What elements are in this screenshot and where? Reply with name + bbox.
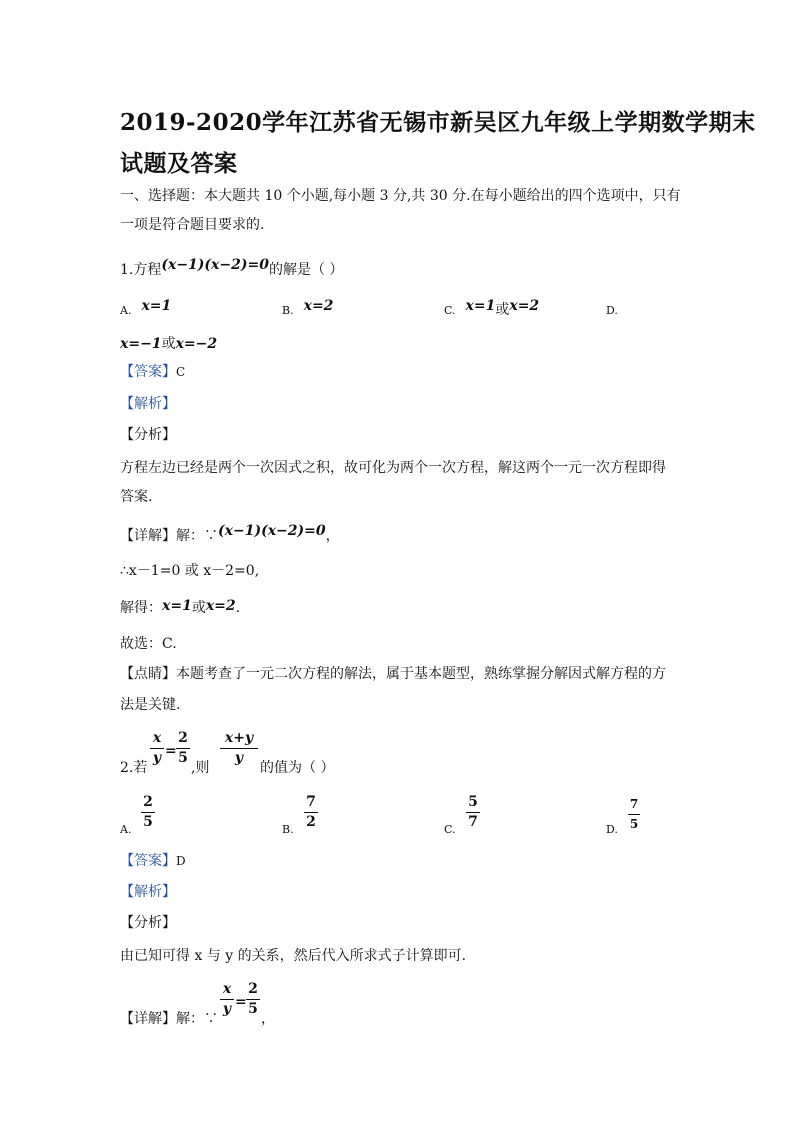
fraction-bar bbox=[176, 748, 190, 749]
q1-suffix: 的解是（ ） bbox=[268, 262, 344, 278]
q2-fenxi-tag: 【分析】 bbox=[120, 915, 176, 931]
q2-cond-eq: = bbox=[165, 743, 177, 759]
q1-dianjing bbox=[120, 664, 666, 684]
q1-prefix: 1.方程 bbox=[120, 262, 162, 278]
q2-option-a-label: A. bbox=[120, 823, 132, 836]
q2-cond-rnum: 2 bbox=[178, 730, 188, 746]
q2-detail-rden: 5 bbox=[248, 1001, 258, 1017]
q2-cond-num: x bbox=[152, 730, 162, 746]
q2-mid: ,则 bbox=[191, 760, 210, 776]
q2-analysis-tag: 【解析】 bbox=[120, 884, 176, 900]
q1-detail-tag: 【详解】 bbox=[120, 528, 176, 544]
q2-expr-frac bbox=[220, 730, 258, 767]
q2-answer-tag: 【答案】 bbox=[120, 853, 176, 869]
q1-fenxi-tag: 【分析】 bbox=[120, 427, 176, 443]
q1-option-d-label: D. bbox=[606, 304, 618, 317]
fraction-bar bbox=[220, 999, 234, 1000]
q2-option-a-num: 2 bbox=[143, 794, 153, 810]
q2-answer bbox=[120, 851, 186, 871]
doc-title-line1: 2019-2020学年江苏省无锡市新吴区九年级上学期数学期末 bbox=[120, 109, 756, 136]
q2-detail-tag: 【详解】 bbox=[120, 1011, 176, 1027]
fraction-bar bbox=[246, 999, 260, 1000]
q2-option-c-den: 7 bbox=[468, 814, 478, 830]
q1-option-c bbox=[444, 300, 539, 321]
q2-fenxi-line1: 由已知可得 x 与 y 的关系，然后代入所求式子计算即可. bbox=[120, 948, 467, 964]
q2-option-c-frac bbox=[466, 794, 480, 831]
q2-detail-den: y bbox=[222, 1001, 232, 1017]
q2-detail-comma: ， bbox=[261, 1011, 275, 1027]
q2-detail-frac-left bbox=[220, 981, 234, 1018]
q1-step3-value2: x=2 bbox=[205, 598, 236, 614]
q2-option-d-label: D. bbox=[606, 823, 618, 836]
q1-dianjing-tag: 【点睛】 bbox=[120, 666, 176, 682]
fraction-bar bbox=[141, 812, 155, 813]
q2-expr-num: x+y bbox=[224, 730, 254, 746]
q1-option-a-value: x=1 bbox=[141, 298, 172, 314]
q1-detail-equation: (x−1)(x−2)=0 bbox=[218, 523, 326, 539]
q2-detail-frac-right bbox=[246, 981, 260, 1018]
q1-answer-value: C bbox=[176, 365, 186, 379]
q1-answer-tag: 【答案】 bbox=[120, 364, 176, 380]
q2-option-b-num: 7 bbox=[306, 794, 316, 810]
q1-detail bbox=[120, 523, 340, 546]
q2-detail-num: x bbox=[222, 981, 232, 997]
q2-option-b-label: B. bbox=[282, 823, 294, 836]
q1-step3-end: . bbox=[235, 600, 241, 616]
fraction-bar bbox=[304, 812, 318, 813]
section-heading-line1: 一、选择题：本大题共 10 个小题,每小题 3 分,共 30 分.在每小题给出的四个选项中，只有 bbox=[120, 188, 681, 204]
q1-equation: (x−1)(x−2)=0 bbox=[161, 257, 269, 273]
q2-option-c-label: C. bbox=[444, 823, 456, 836]
q1-dianjing-line1: 本题考查了一元二次方程的解法，属于基本题型，熟练掌握分解因式解方程的方 bbox=[176, 666, 666, 682]
q1-option-b bbox=[282, 300, 333, 321]
fraction-bar bbox=[466, 812, 480, 813]
q2-option-d-num: 7 bbox=[629, 797, 639, 811]
q1-option-c-value2: x=2 bbox=[509, 298, 540, 314]
q2-detail-prefix-group bbox=[120, 1009, 218, 1029]
q2-option-d-frac bbox=[628, 796, 640, 833]
q2-detail-eq: = bbox=[235, 994, 247, 1010]
q1-step3-value1: x=1 bbox=[162, 598, 192, 614]
q1-step2: ∴x－1=0 或 x－2=0, bbox=[120, 563, 260, 579]
fraction-bar bbox=[150, 748, 164, 749]
q2-option-a-den: 5 bbox=[143, 814, 153, 830]
q1-step3-prefix: 解得： bbox=[120, 600, 162, 616]
q2-cond-frac-left bbox=[150, 730, 164, 767]
q2-cond-den: y bbox=[152, 750, 162, 766]
q1-option-b-label: B. bbox=[282, 304, 294, 317]
q1-option-d-value2: x=−2 bbox=[175, 336, 218, 352]
q1-dianjing-line2: 法是关键. bbox=[120, 697, 181, 713]
q1-fenxi-line2: 答案. bbox=[120, 489, 153, 505]
q1-option-d bbox=[606, 300, 618, 321]
q1-option-a-label: A. bbox=[120, 304, 132, 317]
q1-detail-prefix: 解：∵ bbox=[176, 528, 218, 544]
doc-title-line2: 试题及答案 bbox=[120, 150, 238, 177]
fraction-bar bbox=[628, 814, 640, 815]
q2-prefix: 2.若 bbox=[120, 760, 148, 776]
q1-option-b-value: x=2 bbox=[303, 298, 334, 314]
q2-expr-den: y bbox=[234, 750, 244, 766]
fraction-bar bbox=[220, 748, 258, 749]
q1-option-d-or: 或 bbox=[161, 336, 176, 352]
q1-option-c-value1: x=1 bbox=[465, 298, 496, 314]
q2-cond-frac-right bbox=[176, 730, 190, 767]
q2-cond-rden: 5 bbox=[178, 750, 188, 766]
q2-option-b-frac bbox=[304, 794, 318, 831]
q2-detail-rnum: 2 bbox=[248, 981, 258, 997]
q2-suffix: 的值为（ ） bbox=[260, 760, 335, 776]
q1-option-c-label: C. bbox=[444, 304, 456, 317]
q1-option-c-or: 或 bbox=[495, 302, 510, 318]
q2-detail-prefix: 解：∵ bbox=[176, 1011, 218, 1027]
q1-option-a bbox=[120, 300, 171, 321]
q1-step3-or: 或 bbox=[191, 600, 206, 616]
q1-answer bbox=[120, 362, 185, 382]
q1-option-d-values bbox=[120, 334, 217, 354]
q2-answer-value: D bbox=[176, 854, 186, 868]
q1-option-d-value1: x=−1 bbox=[120, 336, 162, 352]
q1-analysis-tag: 【解析】 bbox=[120, 396, 176, 412]
q1-step3 bbox=[120, 598, 240, 618]
question-1 bbox=[120, 257, 344, 280]
q1-choose: 故选：C. bbox=[120, 636, 177, 652]
q2-option-a-frac bbox=[141, 794, 155, 831]
section-heading-line2: 一项是符合题目要求的. bbox=[120, 217, 265, 233]
q1-detail-comma: ， bbox=[325, 528, 340, 544]
q2-option-b-den: 2 bbox=[306, 814, 316, 830]
q2-option-d-den: 5 bbox=[629, 817, 639, 831]
q1-fenxi-line1: 方程左边已经是两个一次因式之积，故可化为两个一次方程，解这两个一元一次方程即得 bbox=[120, 460, 666, 476]
q2-option-c-num: 5 bbox=[468, 794, 478, 810]
